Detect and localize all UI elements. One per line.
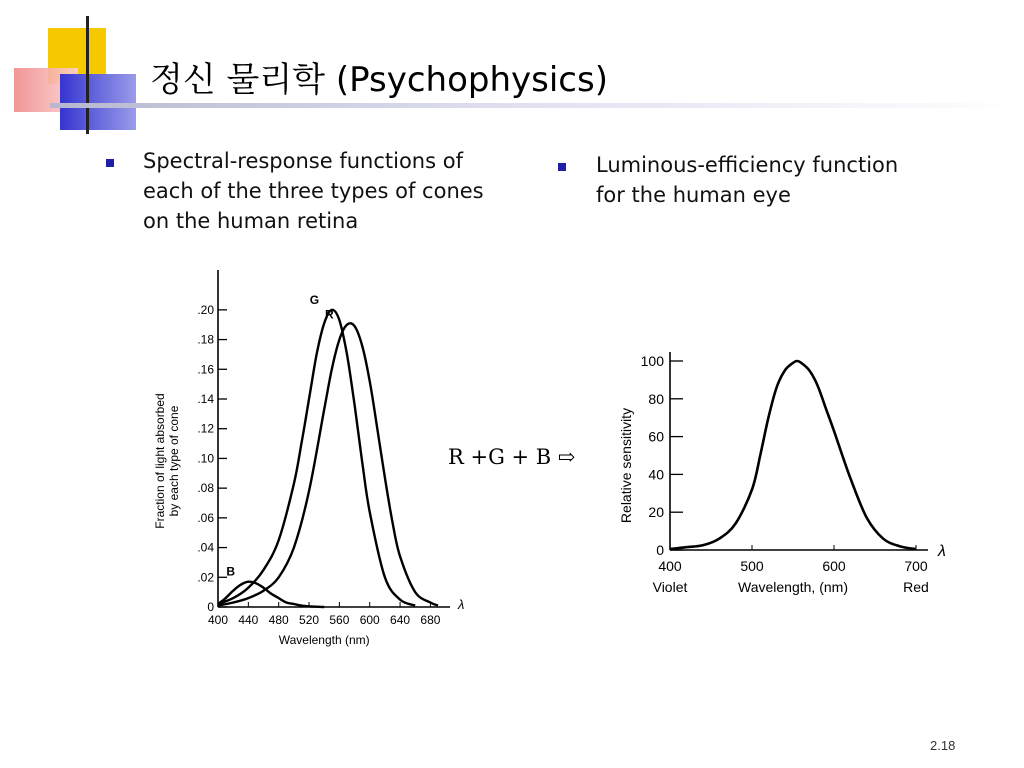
x-tick-label: 500 — [740, 558, 764, 574]
x-tick-sublabel: Violet — [652, 579, 688, 595]
bullet-left-text: Spectral-response functions of each of the three types of cones on the human retina — [143, 149, 484, 233]
x-tick-label: 600 — [822, 558, 846, 574]
y-tick-label: .14 — [197, 392, 214, 406]
bullet-right-text: Luminous-efficiency function for the human eye — [596, 153, 899, 207]
title-underline — [50, 103, 1024, 108]
series-label-R: R — [324, 307, 334, 322]
y-tick-label: .20 — [197, 302, 214, 317]
cone-response-chart — [150, 262, 490, 662]
deco-blue-square — [60, 74, 136, 130]
x-tick-label: 480 — [268, 613, 289, 627]
y-axis-label-line: by each type of cone — [167, 405, 181, 517]
y-axis-label-line: Fraction of light absorbed — [153, 393, 167, 529]
lambda-label: λ — [938, 543, 946, 560]
y-tick-label: .06 — [197, 510, 214, 525]
series-label-B: B — [226, 564, 236, 579]
x-tick-label: 520 — [299, 613, 320, 627]
x-tick-label: 680 — [420, 613, 441, 627]
x-axis-label: Wavelength, (nm) — [738, 579, 848, 595]
x-tick-label: 700 — [904, 558, 928, 574]
y-tick-label: 20 — [648, 504, 664, 521]
bullet-right — [558, 150, 988, 210]
y-tick-label: 0 — [207, 600, 214, 614]
y-tick-label: .02 — [197, 570, 214, 585]
y-tick-label: .04 — [197, 540, 214, 555]
x-tick-label: 640 — [390, 613, 411, 627]
x-axis-label: Wavelength (nm) — [278, 633, 370, 647]
bullet-left — [106, 146, 546, 236]
lambda-label: λ — [458, 597, 465, 612]
y-tick-label: .18 — [197, 332, 214, 347]
y-tick-label: .10 — [197, 451, 214, 466]
x-tick-sublabel: Red — [903, 579, 929, 595]
luminous-efficiency-chart — [610, 340, 970, 610]
y-tick-label: .08 — [197, 481, 214, 496]
y-tick-label: .16 — [197, 362, 214, 377]
x-tick-label: 440 — [238, 613, 259, 627]
x-tick-label: 400 — [207, 613, 229, 627]
rgb-sum-equation: R +G + B ⇨ — [448, 445, 576, 469]
series-line-R — [218, 323, 438, 605]
y-tick-label: .12 — [197, 421, 214, 436]
x-tick-label: 560 — [329, 613, 350, 627]
y-tick-label: 0 — [656, 542, 664, 558]
bullet-square-icon — [558, 163, 566, 171]
y-tick-label: 100 — [640, 353, 664, 369]
x-tick-label: 600 — [359, 613, 380, 627]
series-label-G: G — [309, 292, 320, 307]
y-tick-label: 80 — [648, 390, 664, 407]
x-tick-label: 400 — [658, 558, 682, 574]
y-tick-label: 40 — [648, 466, 664, 483]
deco-vertical-line — [86, 16, 89, 134]
series-line-sensitivity — [670, 361, 916, 549]
y-axis-label — [153, 393, 181, 528]
y-axis-label: Relative sensitivity — [618, 407, 634, 524]
bullet-square-icon — [106, 159, 114, 167]
slide-title: 정신 물리학 (Psychophysics) — [150, 60, 608, 100]
y-tick-label: 60 — [648, 428, 664, 445]
page-number: 2.18 — [930, 738, 956, 753]
